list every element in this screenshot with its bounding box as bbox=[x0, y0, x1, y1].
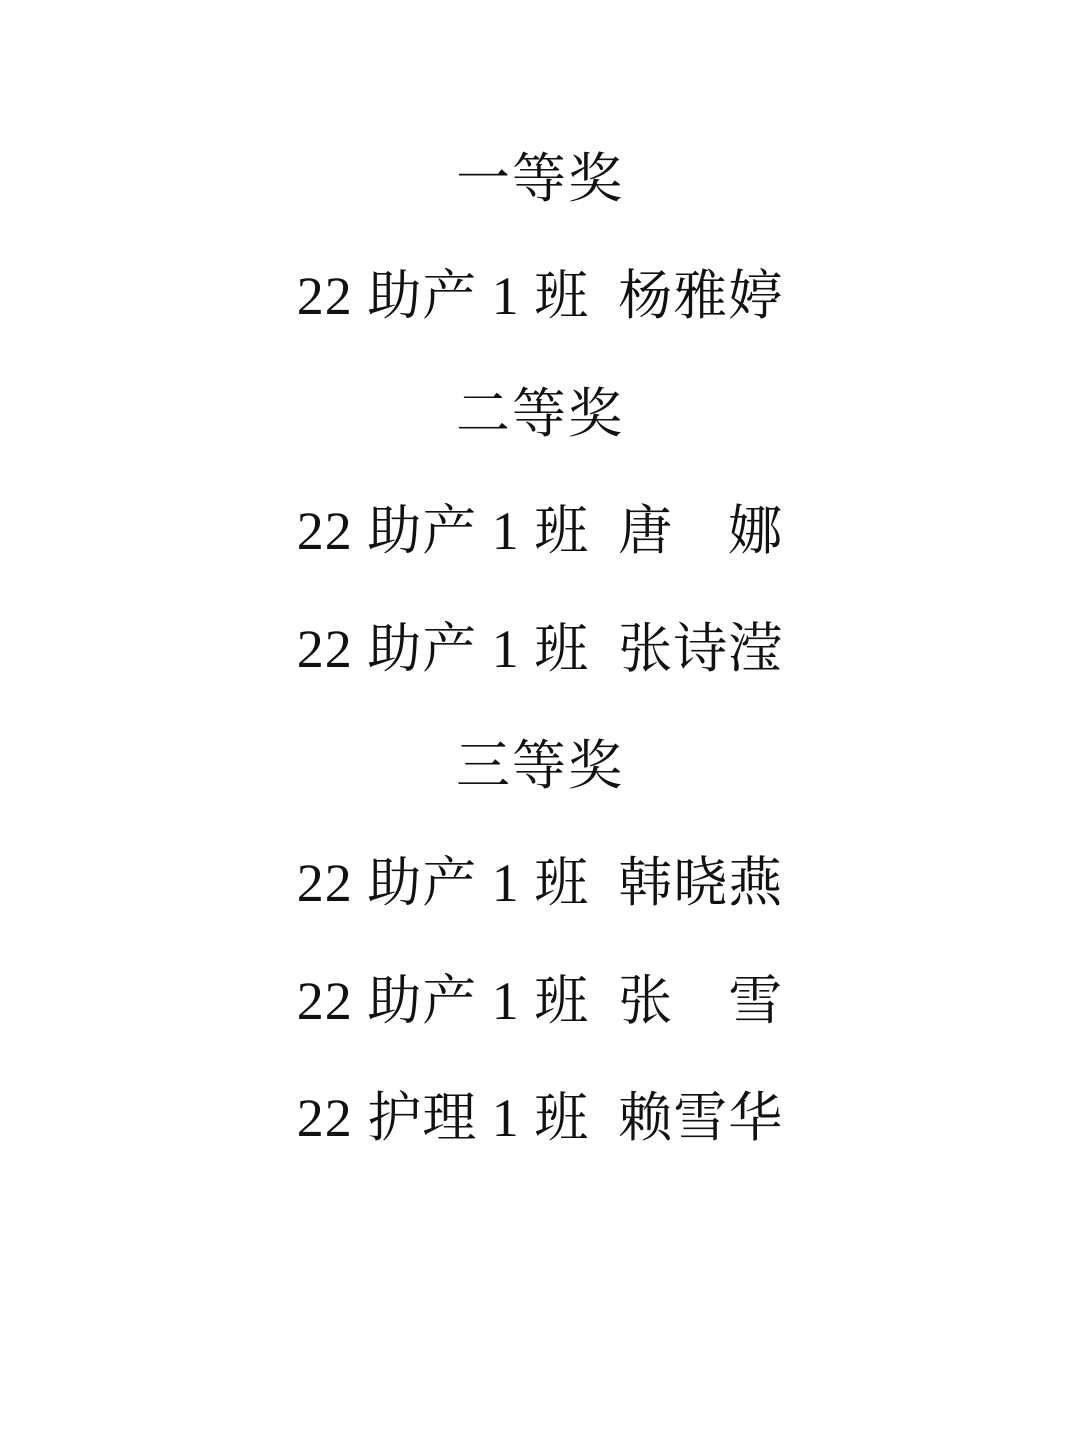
award-section-second bbox=[60, 385, 1020, 737]
award-section-third bbox=[60, 737, 1020, 1207]
award-entry: 22 助产 1 班 韩晓燕 bbox=[296, 853, 784, 914]
award-entry: 22 助产 1 班 张 雪 bbox=[296, 970, 784, 1031]
award-entry: 22 护理 1 班 赖雪华 bbox=[296, 1088, 784, 1149]
award-heading-first: 一等奖 bbox=[456, 149, 624, 209]
award-heading-second: 二等奖 bbox=[456, 383, 624, 444]
award-entry: 22 助产 1 班 张诗滢 bbox=[296, 618, 784, 679]
award-entry: 22 助产 1 班 杨雅婷 bbox=[296, 266, 784, 327]
award-section-first bbox=[60, 150, 1020, 385]
award-heading-third: 三等奖 bbox=[456, 735, 624, 796]
award-entry: 22 助产 1 班 唐 娜 bbox=[296, 501, 784, 562]
